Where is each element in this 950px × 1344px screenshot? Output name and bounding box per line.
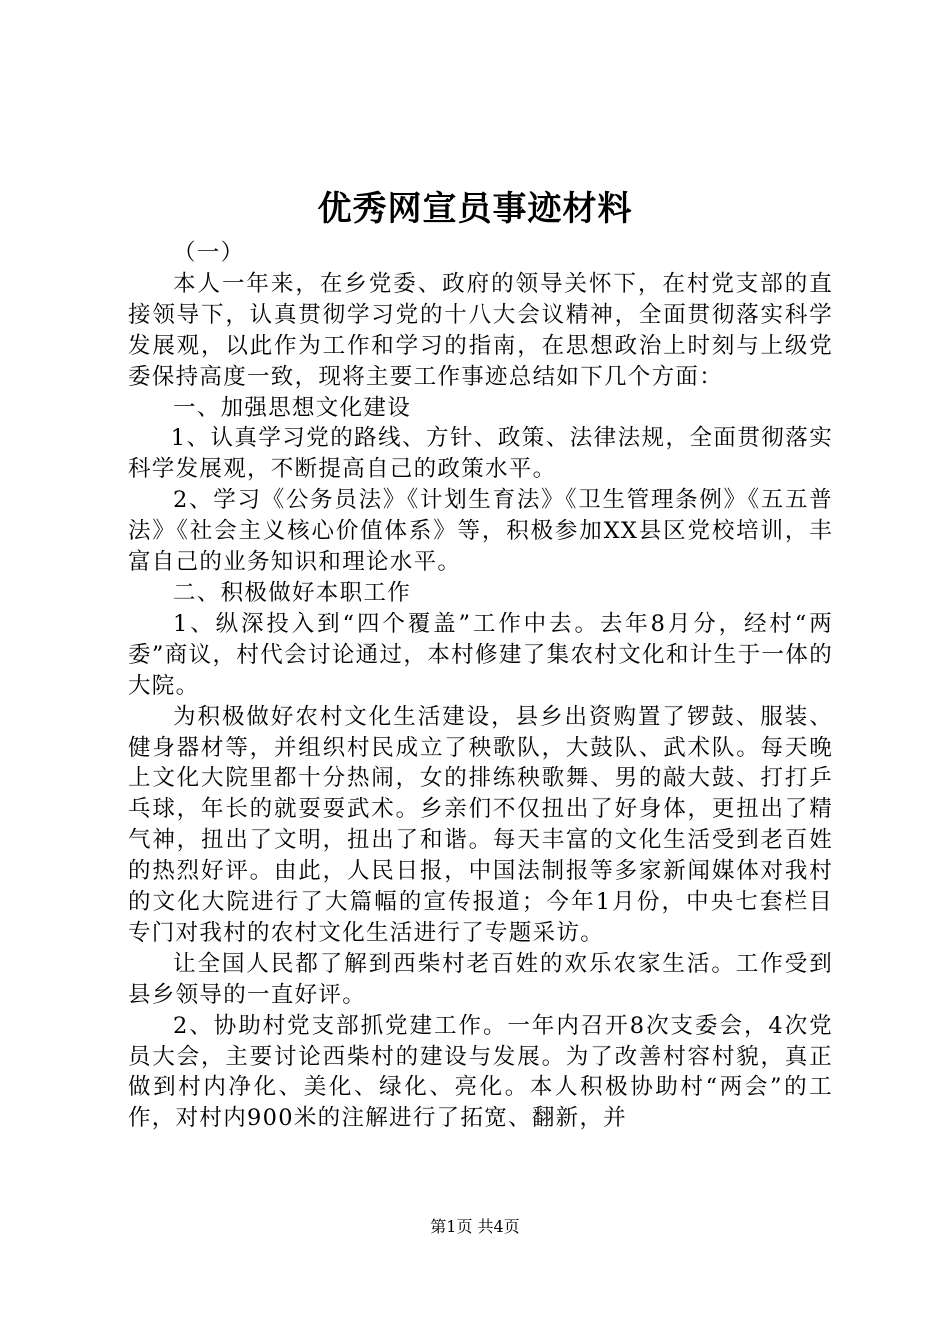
- document-title: 优秀网宣员事迹材料: [317, 189, 633, 229]
- body-paragraph: 为积极做好农村文化生活建设，县乡出资购置了锣鼓、服装、健身器材等，并组织村民成立了秧歌队，大鼓队、武术队。每天晚上文化大院里都十分热闹，女的排练秧歌舞、男的敲大鼓、打打乒乓球，年长的就耍耍武术。乡亲们不仅扭出了好身体，更扭出了精气神，扭出了文明，扭出了和谐。每天丰富的文化生活受到老百姓的热烈好评。由此，人民日报，中国法制报等多家新闻媒体对我村的文化大院进行了大篇幅的宣传报道；今年1月份，中央七套栏目专门对我村的农村文化生活进行了专题采访。: [128, 703, 833, 946]
- list-item: 1、纵深投入到“四个覆盖”工作中去。去年8月分，经村“两委”商议，村代会讨论通过，本村修建了集农村文化和计生于一体的大院。: [128, 610, 833, 699]
- page-footer: 第1页 共4页: [430, 1217, 520, 1236]
- section-heading-1: 一、加强思想文化建设: [173, 394, 412, 421]
- section-heading-2: 二、积极做好本职工作: [173, 579, 412, 606]
- list-item: 1、认真学习党的路线、方针、政策、法律法规，全面贯彻落实科学发展观，不断提高自己的政策水平。: [128, 425, 833, 483]
- document-body: [128, 238, 833, 1134]
- list-item: 2、学习《公务员法》《计划生育法》《卫生管理条例》《五五普法》《社会主义核心价值体系》等，积极参加XX县区党校培训，丰富自己的业务知识和理论水平。: [128, 487, 833, 576]
- intro-paragraph: 本人一年来，在乡党委、政府的领导关怀下，在村党支部的直接领导下，认真贯彻学习党的十八大会议精神，全面贯彻落实科学发展观，以此作为工作和学习的指南，在思想政治上时刻与上级党委保持高度一致，现将主要工作事迹总结如下几个方面：: [128, 270, 833, 390]
- list-item: 2、协助村党支部抓党建工作。一年内召开8次支委会，4次党员大会，主要讨论西柴村的建设与发展。为了改善村容村貌，真正做到村内净化、美化、绿化、亮化。本人积极协助村“两会”的工作，对村内900米的注解进行了拓宽、翻新，并: [128, 1012, 833, 1132]
- body-paragraph: 让全国人民都了解到西柴村老百姓的欢乐农家生活。工作受到县乡领导的一直好评。: [128, 950, 833, 1008]
- section-marker: （一）: [173, 240, 245, 266]
